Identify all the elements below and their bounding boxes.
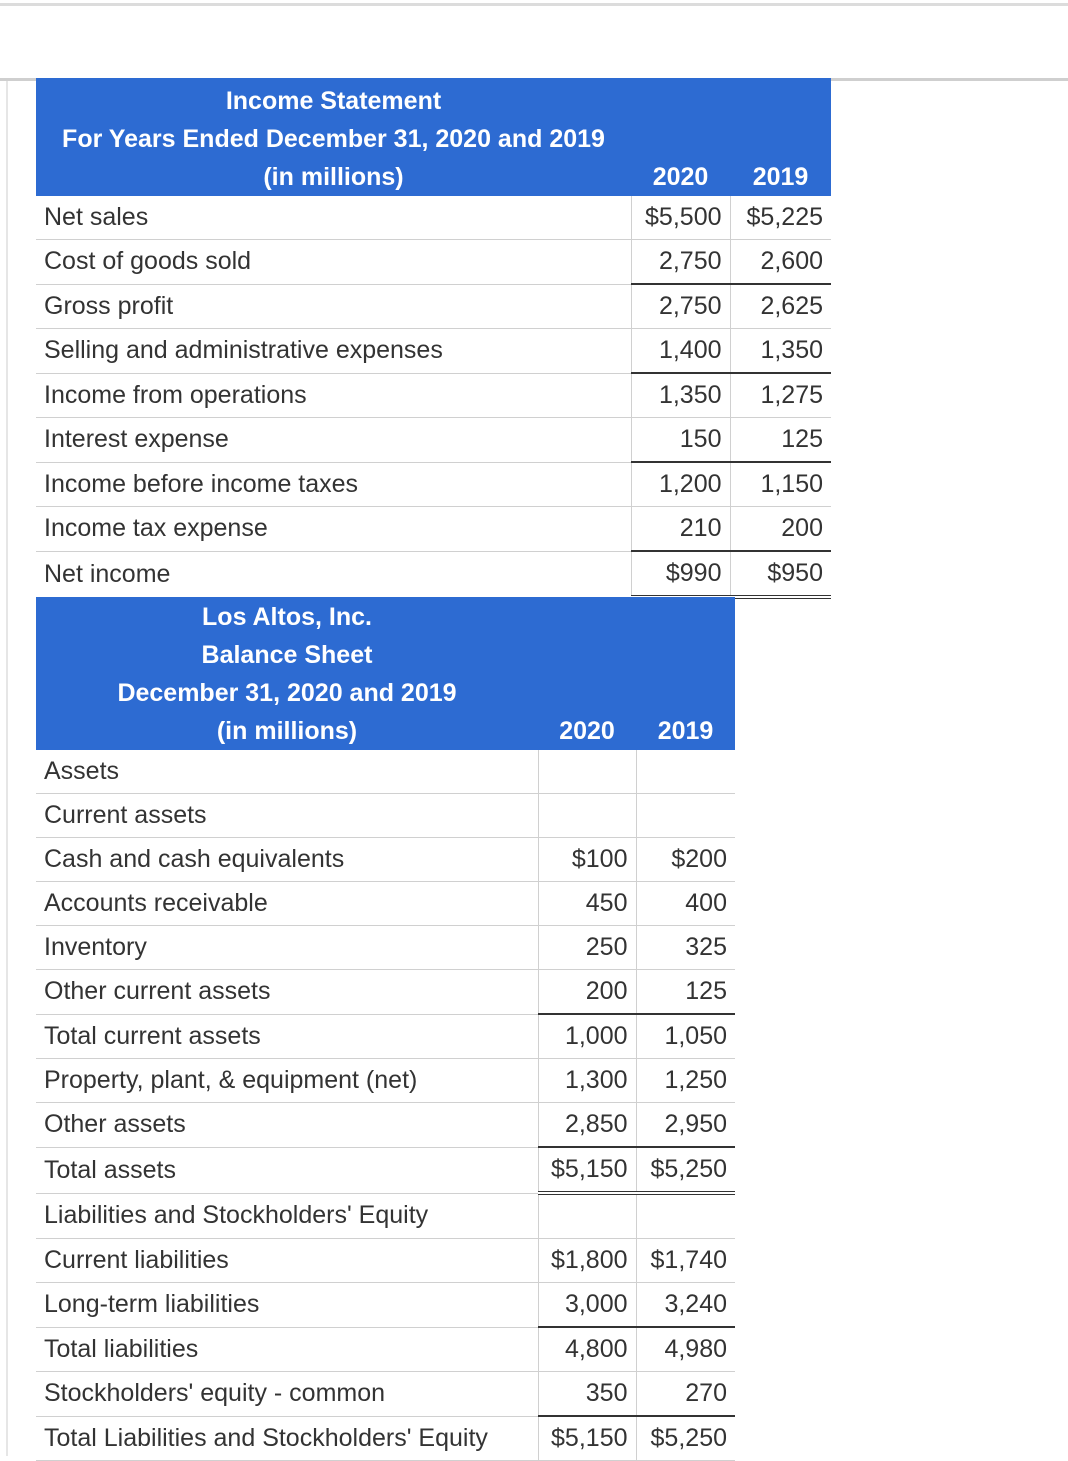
income-row-selling-admin: Selling and administrative expenses 1,400 1,350 bbox=[36, 329, 831, 374]
balance-row-assets: Assets bbox=[36, 750, 735, 794]
income-row-net-income: Net income $990 $950 bbox=[36, 551, 831, 597]
balance-row-current-liabilities: Current liabilities $1,800 $1,740 bbox=[36, 1239, 735, 1283]
balance-row-cash: Cash and cash equivalents $100 $200 bbox=[36, 838, 735, 882]
income-statement-header bbox=[36, 78, 831, 196]
balance-row-ppe: Property, plant, & equipment (net) 1,300 1,250 bbox=[36, 1059, 735, 1103]
income-row-cogs: Cost of goods sold 2,750 2,600 bbox=[36, 240, 831, 285]
income-row-net-sales: Net sales $5,500 $5,225 bbox=[36, 196, 831, 240]
balance-row-total-current: Total current assets 1,000 1,050 bbox=[36, 1014, 735, 1059]
income-statement-title: Income Statement For Years Ended December 31, 2020 and 2019 (in millions) bbox=[62, 87, 605, 191]
balance-row-other-current: Other current assets 200 125 bbox=[36, 970, 735, 1015]
income-row-before-taxes: Income before income taxes 1,200 1,150 bbox=[36, 462, 831, 507]
balance-row-long-term-liabilities: Long-term liabilities 3,000 3,240 bbox=[36, 1283, 735, 1328]
balance-row-current-assets: Current assets bbox=[36, 794, 735, 838]
top-divider bbox=[0, 3, 1068, 6]
balance-year-2020: 2020 bbox=[559, 717, 615, 745]
balance-row-inventory: Inventory 250 325 bbox=[36, 926, 735, 970]
balance-row-total-liabilities: Total liabilities 4,800 4,980 bbox=[36, 1327, 735, 1372]
income-year-2019: 2019 bbox=[752, 163, 809, 191]
balance-row-total-liabilities-equity: Total Liabilities and Stockholders' Equity $5,150 $5,250 bbox=[36, 1416, 735, 1461]
balance-sheet-header bbox=[36, 597, 735, 750]
income-row-interest: Interest expense 150 125 bbox=[36, 418, 831, 463]
balance-sheet-table bbox=[36, 597, 735, 1461]
balance-row-other-assets: Other assets 2,850 2,950 bbox=[36, 1103, 735, 1148]
income-row-tax-expense: Income tax expense 210 200 bbox=[36, 507, 831, 552]
balance-row-stockholders-equity: Stockholders' equity - common 350 270 bbox=[36, 1372, 735, 1417]
balance-row-total-assets: Total assets $5,150 $5,250 bbox=[36, 1147, 735, 1193]
balance-row-liabilities-heading: Liabilities and Stockholders' Equity bbox=[36, 1193, 735, 1239]
balance-sheet-title: Los Altos, Inc. Balance Sheet December 31, 2020 and 2019 (in millions) bbox=[117, 603, 457, 745]
income-row-operations: Income from operations 1,350 1,275 bbox=[36, 373, 831, 418]
balance-year-2019: 2019 bbox=[657, 717, 714, 745]
left-border bbox=[6, 81, 8, 1456]
balance-row-receivables: Accounts receivable 450 400 bbox=[36, 882, 735, 926]
income-year-2020: 2020 bbox=[652, 163, 709, 191]
income-row-gross-profit: Gross profit 2,750 2,625 bbox=[36, 284, 831, 329]
income-statement-table bbox=[36, 78, 831, 599]
